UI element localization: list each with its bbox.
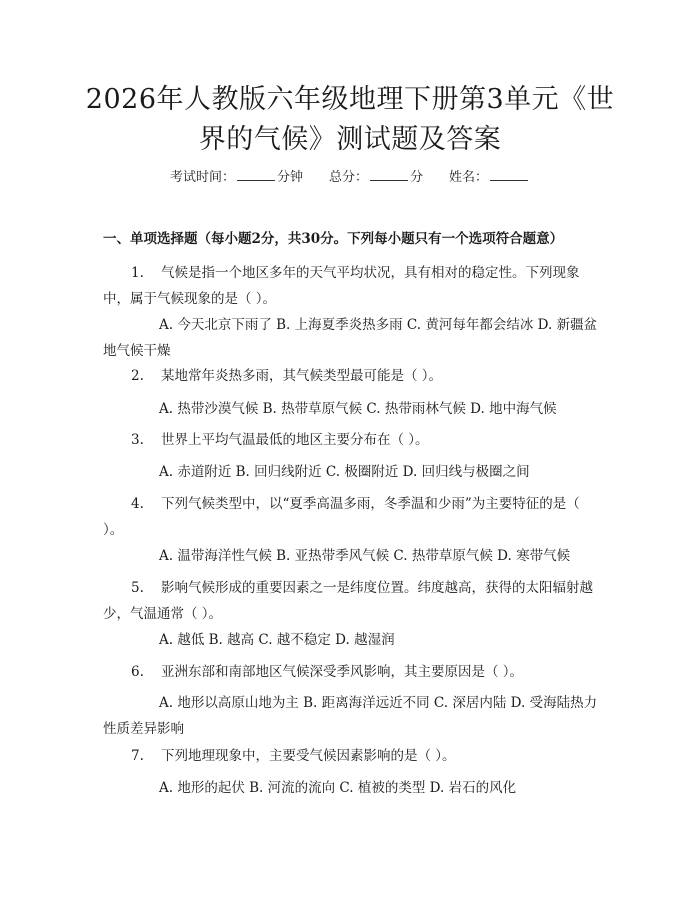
question-text: 世界上平均气温最低的地区主要分布在（ ）。 bbox=[161, 432, 429, 448]
question-text: 某地常年炎热多雨，其气候类型最可能是（ ）。 bbox=[161, 368, 443, 384]
document-title: 2026年人教版六年级地理下册第3单元《世界的气候》测试题及答案 bbox=[85, 84, 615, 155]
question-text: 下列气候类型中，以“夏季高温多雨，冬季温和少雨”为主要特征的是（ ）。 bbox=[103, 496, 580, 538]
question-2 bbox=[103, 363, 603, 389]
time-unit: 分钟 bbox=[276, 170, 303, 185]
exam-meta bbox=[0, 168, 700, 188]
question-text: 亚洲东部和南部地区气候深受季风影响，其主要原因是（ ）。 bbox=[161, 664, 524, 680]
question-number: 1. bbox=[131, 265, 144, 281]
question-1-options: A. 今天北京下雨了 B. 上海夏季炎热多雨 C. 黄河每年都会结冰 D. 新疆盆地气候干燥 bbox=[103, 317, 598, 359]
question-3-options: A. 赤道附近 B. 回归线附近 C. 极圈附近 D. 回归线与极圈之间 bbox=[159, 464, 530, 480]
question-3 bbox=[103, 427, 603, 453]
time-blank bbox=[237, 168, 275, 181]
question-text: 气候是指一个地区多年的天气平均状况，具有相对的稳定性。下列现象中，属于气候现象的是（ ）。 bbox=[103, 265, 580, 307]
question-6-options: A. 地形以高原山地为主 B. 距离海洋远近不同 C. 深居内陆 D. 受海陆热力性质差异影响 bbox=[103, 695, 598, 737]
question-1 bbox=[103, 260, 603, 312]
question-5 bbox=[103, 575, 603, 627]
question-7-options: A. 地形的起伏 B. 河流的流向 C. 植被的类型 D. 岩石的风化 bbox=[159, 780, 517, 796]
question-7 bbox=[103, 743, 603, 769]
question-number: 2. bbox=[131, 368, 144, 384]
section-title: 一、单项选择题（每小题2分，共30分。下列每小题只有一个选项符合题意） bbox=[103, 231, 564, 247]
question-number: 6. bbox=[131, 664, 144, 680]
question-number: 7. bbox=[131, 748, 144, 764]
question-6 bbox=[103, 659, 603, 685]
question-number: 3. bbox=[131, 432, 144, 448]
question-5-options: A. 越低 B. 越高 C. 越不稳定 D. 越湿润 bbox=[159, 632, 395, 648]
time-label: 考试时间： bbox=[169, 170, 235, 185]
question-text: 下列地理现象中，主要受气候因素影响的是（ ）。 bbox=[161, 748, 456, 764]
question-number: 4. bbox=[131, 496, 144, 512]
score-unit: 分 bbox=[410, 170, 424, 185]
question-number: 5. bbox=[131, 580, 144, 596]
score-label: 总分： bbox=[328, 170, 368, 185]
question-2-options: A. 热带沙漠气候 B. 热带草原气候 C. 热带雨林气候 D. 地中海气候 bbox=[159, 401, 557, 417]
name-blank bbox=[490, 168, 528, 181]
score-blank bbox=[370, 168, 408, 181]
question-text: 影响气候形成的重要因素之一是纬度位置。纬度越高，获得的太阳辐射越少，气温通常（ ）。 bbox=[103, 580, 593, 622]
name-label: 姓名： bbox=[449, 170, 489, 185]
question-4 bbox=[103, 491, 603, 543]
question-4-options: A. 温带海洋性气候 B. 亚热带季风气候 C. 热带草原气候 D. 寒带气候 bbox=[159, 548, 571, 564]
